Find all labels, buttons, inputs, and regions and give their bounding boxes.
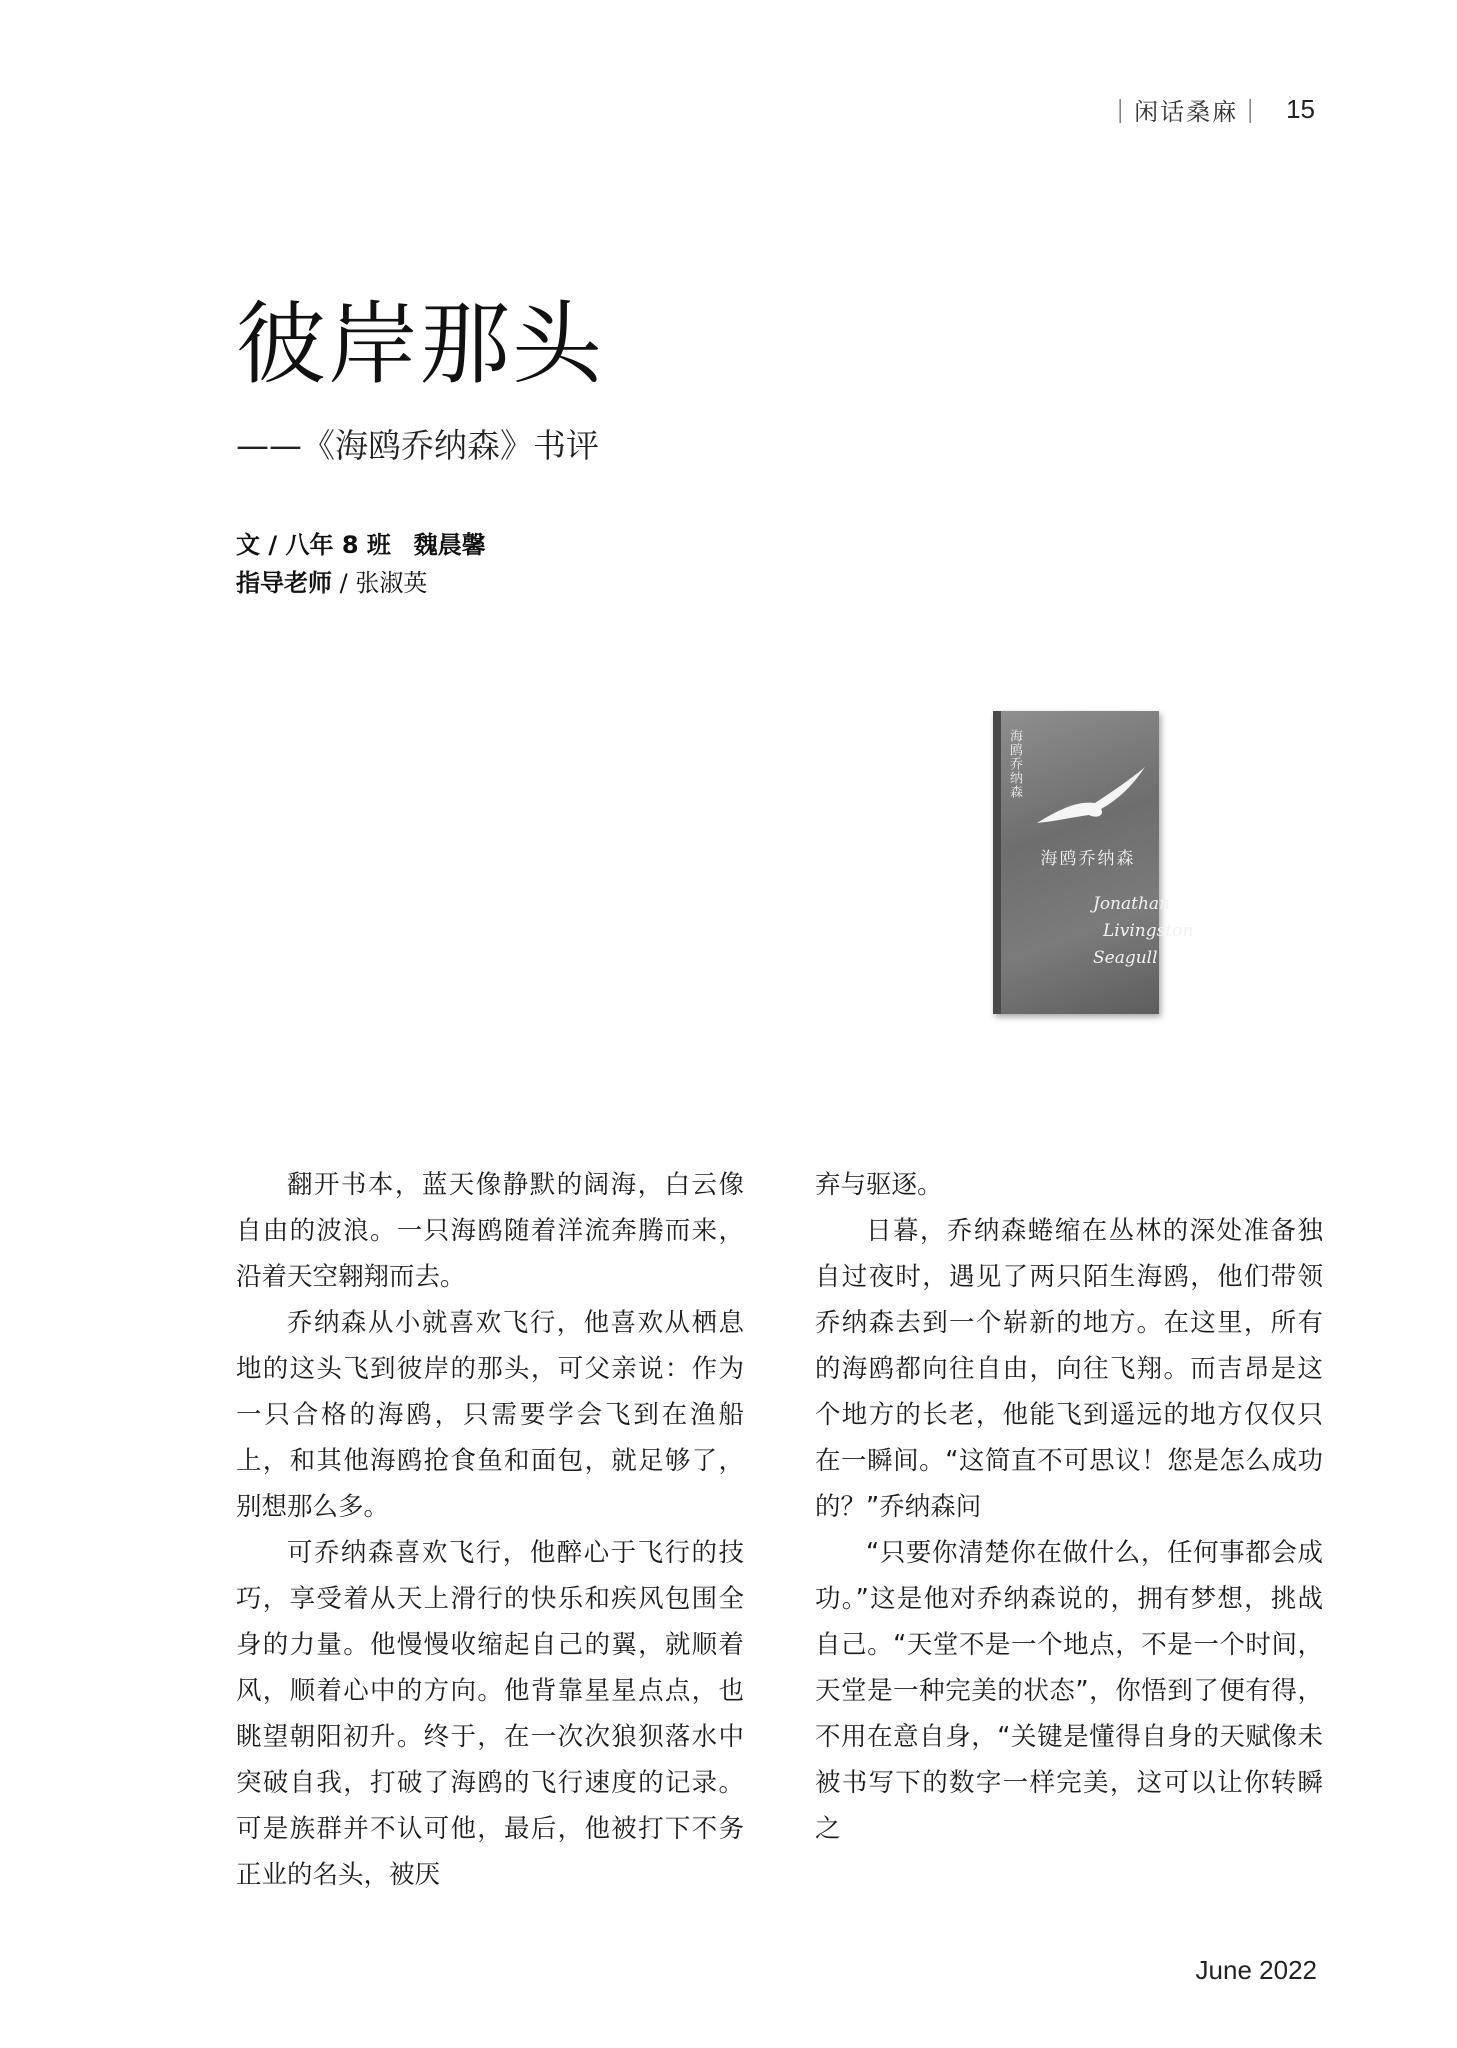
page-number: 15: [1286, 94, 1315, 124]
advisor-separator: /: [332, 569, 356, 597]
cover-side-text: 海鸥乔纳森: [1007, 729, 1022, 799]
article-subtitle: ——《海鸥乔纳森》书评: [236, 426, 599, 465]
paragraph: 弃与驱逐。: [815, 1170, 943, 1200]
cover-english-line: Jonathan: [1093, 894, 1170, 914]
cover-english-line: Seagull: [1093, 948, 1158, 968]
advisor-line: [236, 564, 486, 602]
paragraph: “只要你清楚你在做什么，任何事都会成功。”这是他对乔纳森说的，拥有梦想，挑战自己。“天堂不是一个地点，不是一个时间，天堂是一种完美的状态”，你悟到了便有得，不用在意自身，“关键是懂得自身的天赋像未被书写下的数字一样完美，这可以让你转瞬之: [815, 1538, 1323, 1844]
cover-english-title: [1093, 891, 1193, 972]
running-header: [1108, 92, 1315, 127]
paragraph: 日暮，乔纳森蜷缩在丛林的深处准备独自过夜时，遇见了两只陌生海鸥，他们带领乔纳森去到一个崭新的地方。在这里，所有的海鸥都向往自由，向往飞翔。而吉昂是这个地方的长老，他能飞到遥远的地方仅仅只在一瞬间。“这简直不可思议！您是怎么成功的？”乔纳森问: [815, 1216, 1323, 1522]
article-title: 彼岸那头: [236, 292, 604, 397]
advisor-label: 指导老师: [236, 569, 332, 597]
paragraph: 翻开书本，蓝天像静默的阔海，白云像自由的波浪。一只海鸥随着洋流奔腾而来，沿着天空翱翔而去。: [236, 1170, 744, 1292]
book-cover-image: [993, 711, 1194, 1014]
issue-date: June 2022: [1195, 1955, 1317, 1985]
paragraph: 乔纳森从小就喜欢飞行，他喜欢从栖息地的这头飞到彼岸的那头，可父亲说：作为一只合格的海鸥，只需要学会飞到在渔船上，和其他海鸥抢食鱼和面包，就足够了，别想那么多。: [236, 1308, 744, 1522]
advisor-name: 张淑英: [355, 569, 428, 597]
cover-chinese-title: 海鸥乔纳森: [1040, 849, 1136, 869]
author-label: 文 / 八年 8 班: [236, 531, 391, 559]
right-text-column: [815, 1162, 1323, 1852]
byline: [236, 526, 486, 602]
left-text-column: [236, 1162, 744, 1898]
author-name: 魏晨馨: [413, 531, 486, 559]
book-spine: [993, 711, 1001, 1014]
seagull-icon: [1035, 761, 1147, 841]
paragraph: 可乔纳森喜欢飞行，他醉心于飞行的技巧，享受着从天上滑行的快乐和疾风包围全身的力量。他慢慢收缩起自己的翼，就顺着风，顺着心中的方向。他背靠星星点点，也眺望朝阳初升。终于，在一次次狼狈落水中突破自我，打破了海鸥的飞行速度的记录。可是族群并不认可他，最后，他被打下不务正业的名头，被厌: [236, 1538, 744, 1890]
section-name: ｜闲话桑麻｜: [1108, 98, 1265, 126]
author-line: [236, 526, 486, 564]
cover-english-line: Livingston: [1103, 921, 1194, 941]
